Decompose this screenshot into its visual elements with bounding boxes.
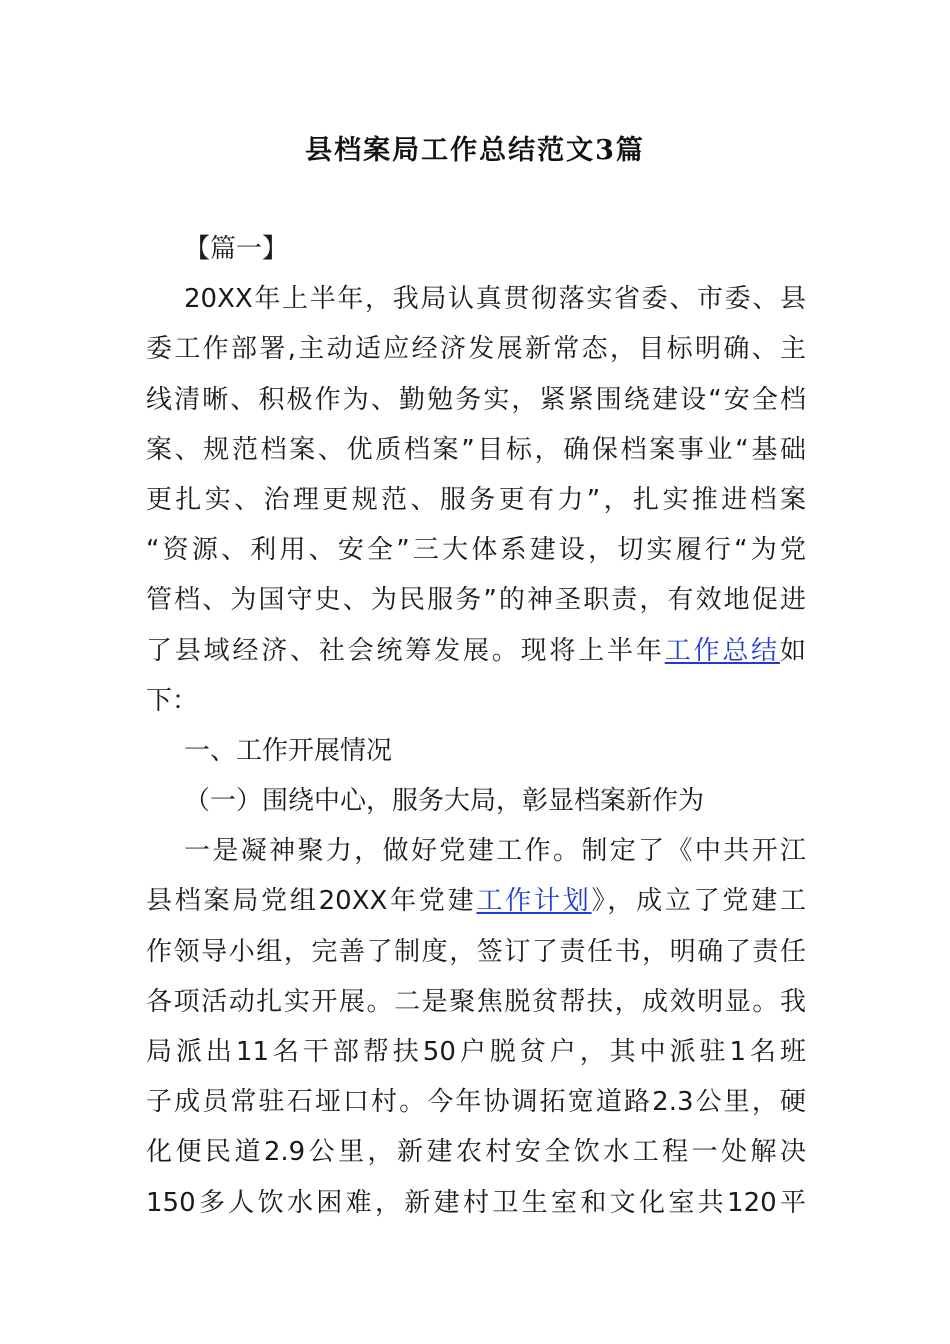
- paragraph-line: 线清晰、积极作为、勤勉务实，紧紧围绕建设“安全档: [146, 384, 806, 415]
- text-segment: 》，成立了党建工: [591, 886, 806, 917]
- text-segment: 县档案局党组20XX年党建: [146, 886, 477, 917]
- paragraph-line: 150多人饮水困难，新建村卫生室和文化室共120平: [146, 1187, 806, 1218]
- paragraph-line: 各项活动扎实开展。二是聚焦脱贫帮扶，成效明显。我: [146, 986, 806, 1017]
- subsection-heading: （一）围绕中心，服务大局，彰显档案新作为: [184, 786, 705, 817]
- paragraph-line: 作领导小组，完善了制度，签订了责任书，明确了责任: [146, 936, 806, 967]
- section-heading: 一、工作开展情况: [184, 735, 393, 766]
- paragraph-line: 案、规范档案、优质档案”目标，确保档案事业“基础: [146, 434, 806, 465]
- text-segment: 如: [779, 635, 806, 666]
- paragraph-line: 管档、为国守史、为民服务”的神圣职责，有效地促进: [146, 585, 806, 616]
- paragraph-line: [146, 876, 806, 926]
- work-plan-link[interactable]: 工作计划: [476, 886, 592, 917]
- paragraph-line: 一是凝神聚力，做好党建工作。制定了《中共开江: [184, 836, 806, 867]
- text-segment: 了县域经济、社会统筹发展。现将上半年: [146, 635, 665, 666]
- section-label: 【篇一】: [184, 234, 289, 264]
- paragraph-line: “资源、利用、安全”三大体系建设，切实履行“为党: [146, 535, 806, 566]
- paragraph-line: 局派出11名干部帮扶50户脱贫户，其中派驻1名班: [146, 1037, 806, 1067]
- document-title: 县档案局工作总结范文3篇: [305, 135, 645, 166]
- paragraph-line: 子成员常驻石垭口村。今年协调拓宽道路2.3公里，硬: [146, 1087, 806, 1118]
- document-body: [146, 224, 806, 1228]
- work-summary-link[interactable]: 工作总结: [664, 635, 780, 666]
- paragraph-line: 更扎实、治理更规范、服务更有力”，扎实推进档案: [146, 484, 806, 515]
- paragraph-line: 委工作部署,主动适应经济发展新常态，目标明确、主: [146, 334, 806, 365]
- paragraph-line: [146, 626, 806, 676]
- paragraph-line: 20XX年上半年，我局认真贯彻落实省委、市委、县: [184, 284, 806, 315]
- paragraph-line: 下：: [146, 685, 199, 716]
- paragraph-line: 化便民道2.9公里，新建农村安全饮水工程一处解决: [146, 1137, 806, 1168]
